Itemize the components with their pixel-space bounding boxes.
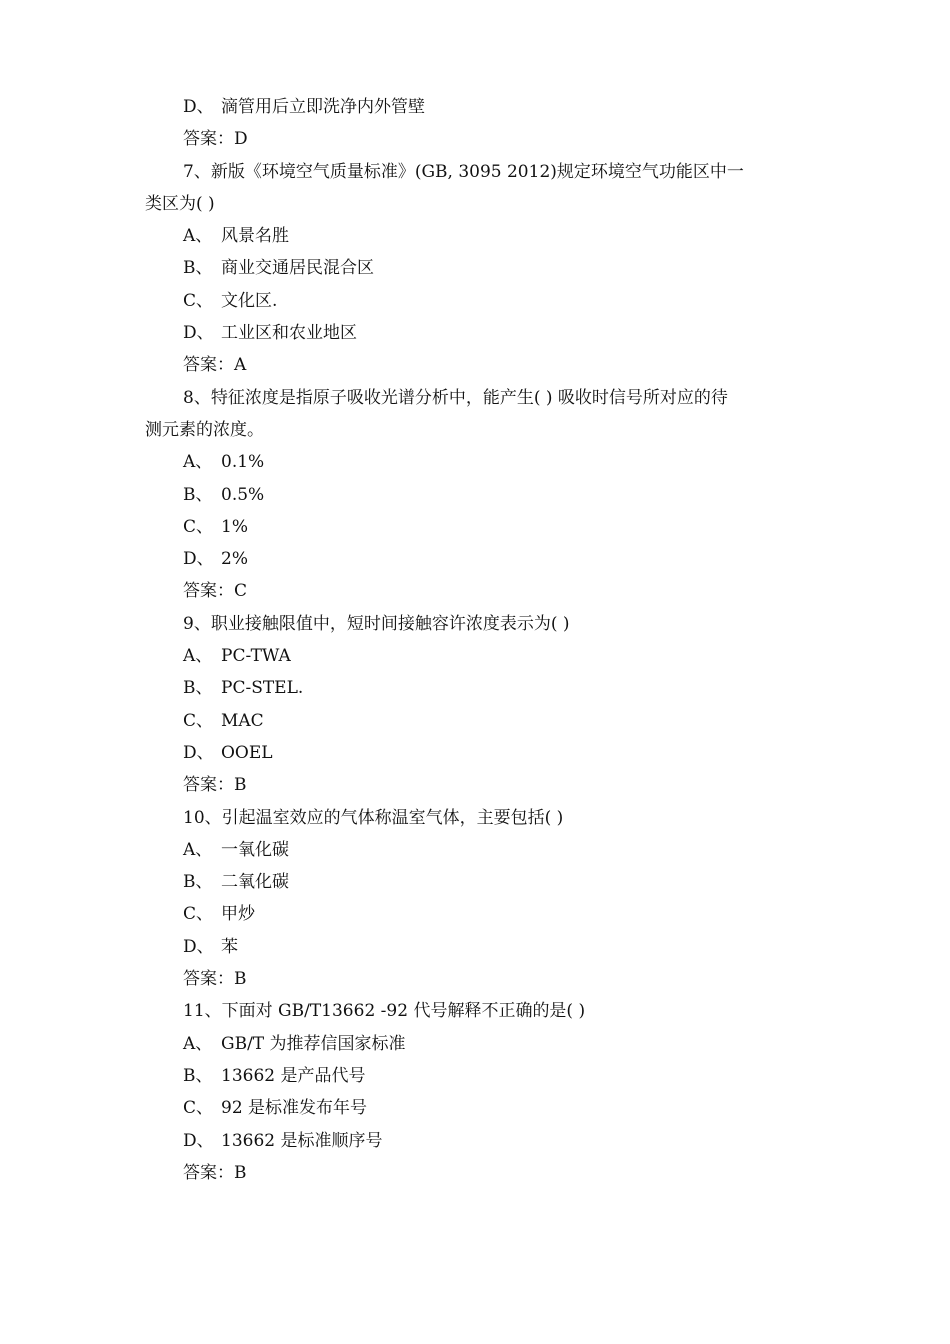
option-row (145, 640, 810, 672)
option-row (145, 1060, 810, 1092)
option-row (145, 543, 810, 575)
option-text: MAC (221, 710, 264, 731)
option-text: 92 是标准发布年号 (221, 1098, 368, 1119)
question-stem (145, 382, 810, 447)
option-letter: B、 (183, 1065, 213, 1086)
option-letter: B、 (183, 872, 213, 893)
option-letter: B、 (183, 484, 213, 505)
option-text: 2% (221, 549, 248, 570)
option-row (145, 479, 810, 511)
option-letter: C、 (183, 516, 214, 537)
option-letter: C、 (183, 1098, 214, 1119)
option-letter: D、 (183, 549, 214, 570)
question-line: 11、下面对 GB/T13662 -92 代号解释不正确的是( ) (183, 1001, 586, 1022)
option-text: 工业区和农业地区 (221, 323, 357, 344)
option-row (145, 672, 810, 704)
option-row (145, 1125, 810, 1157)
option-text: 13662 是产品代号 (221, 1065, 366, 1086)
question-stem (145, 995, 810, 1027)
answer-line: 答案：A (183, 355, 247, 376)
question-stem (145, 156, 810, 221)
option-letter: B、 (183, 678, 213, 699)
option-row (145, 737, 810, 769)
option-letter: D、 (183, 323, 214, 344)
option-text: 二氧化碳 (221, 872, 289, 893)
option-row (145, 220, 810, 252)
option-text: 0.5% (221, 484, 265, 505)
option-text: 甲炒 (221, 904, 255, 925)
option-row (145, 1092, 810, 1124)
option-row (145, 834, 810, 866)
option-row (145, 898, 810, 930)
option-row (145, 91, 810, 123)
option-row (145, 511, 810, 543)
option-row (145, 1028, 810, 1060)
option-letter: D、 (183, 936, 214, 957)
option-text: 13662 是标准顺序号 (221, 1130, 383, 1151)
exam-questions (145, 91, 810, 1189)
option-text: 一氧化碳 (221, 839, 289, 860)
option-letter: C、 (183, 710, 214, 731)
option-letter: A、 (183, 226, 213, 247)
option-row (145, 866, 810, 898)
answer-line: 答案：B (183, 969, 247, 990)
question-stem (145, 802, 810, 834)
option-letter: C、 (183, 290, 214, 311)
option-letter: D、 (183, 742, 214, 763)
option-row (145, 931, 810, 963)
option-row (145, 285, 810, 317)
question-line: 7、新版《环境空气质量标准》(GB, 3095 2012)规定环境空气功能区中一 (183, 161, 744, 182)
answer-line: 答案：D (183, 129, 248, 150)
option-text: GB/T 为推荐信国家标准 (221, 1033, 406, 1054)
answer-line: 答案：B (183, 775, 247, 796)
option-text: OOEL (221, 742, 273, 763)
option-row (145, 446, 810, 478)
option-text: 苯 (221, 936, 238, 957)
answer-line: 答案：C (183, 581, 248, 602)
option-text: 文化区. (221, 290, 278, 311)
option-text: 风景名胜 (221, 226, 289, 247)
option-row (145, 705, 810, 737)
option-letter: A、 (183, 646, 213, 667)
option-letter: A、 (183, 452, 213, 473)
option-row (145, 317, 810, 349)
option-letter: B、 (183, 258, 213, 279)
option-text: 商业交通居民混合区 (221, 258, 374, 279)
option-letter: C、 (183, 904, 214, 925)
option-text: PC-STEL. (221, 678, 304, 699)
question-line: 类区为( ) (145, 193, 215, 214)
question-line: 测元素的浓度。 (145, 419, 264, 440)
option-text: 1% (221, 516, 248, 537)
question-line: 8、特征浓度是指原子吸收光谱分析中，能产生( ) 吸收时信号所对应的待 (183, 387, 728, 408)
answer-line: 答案：B (183, 1162, 247, 1183)
option-text: 0.1% (221, 452, 265, 473)
question-line: 9、职业接触限值中，短时间接触容许浓度表示为( ) (183, 613, 570, 634)
option-text: 滴管用后立即洗净内外管壁 (221, 97, 425, 117)
question-stem (145, 608, 810, 640)
option-letter: D、 (183, 97, 214, 117)
option-text: PC-TWA (221, 646, 291, 667)
option-letter: D、 (183, 1130, 214, 1151)
option-letter: A、 (183, 839, 213, 860)
option-letter: A、 (183, 1033, 213, 1054)
question-line: 10、引起温室效应的气体称温室气体，主要包括( ) (183, 807, 564, 828)
option-row (145, 252, 810, 284)
